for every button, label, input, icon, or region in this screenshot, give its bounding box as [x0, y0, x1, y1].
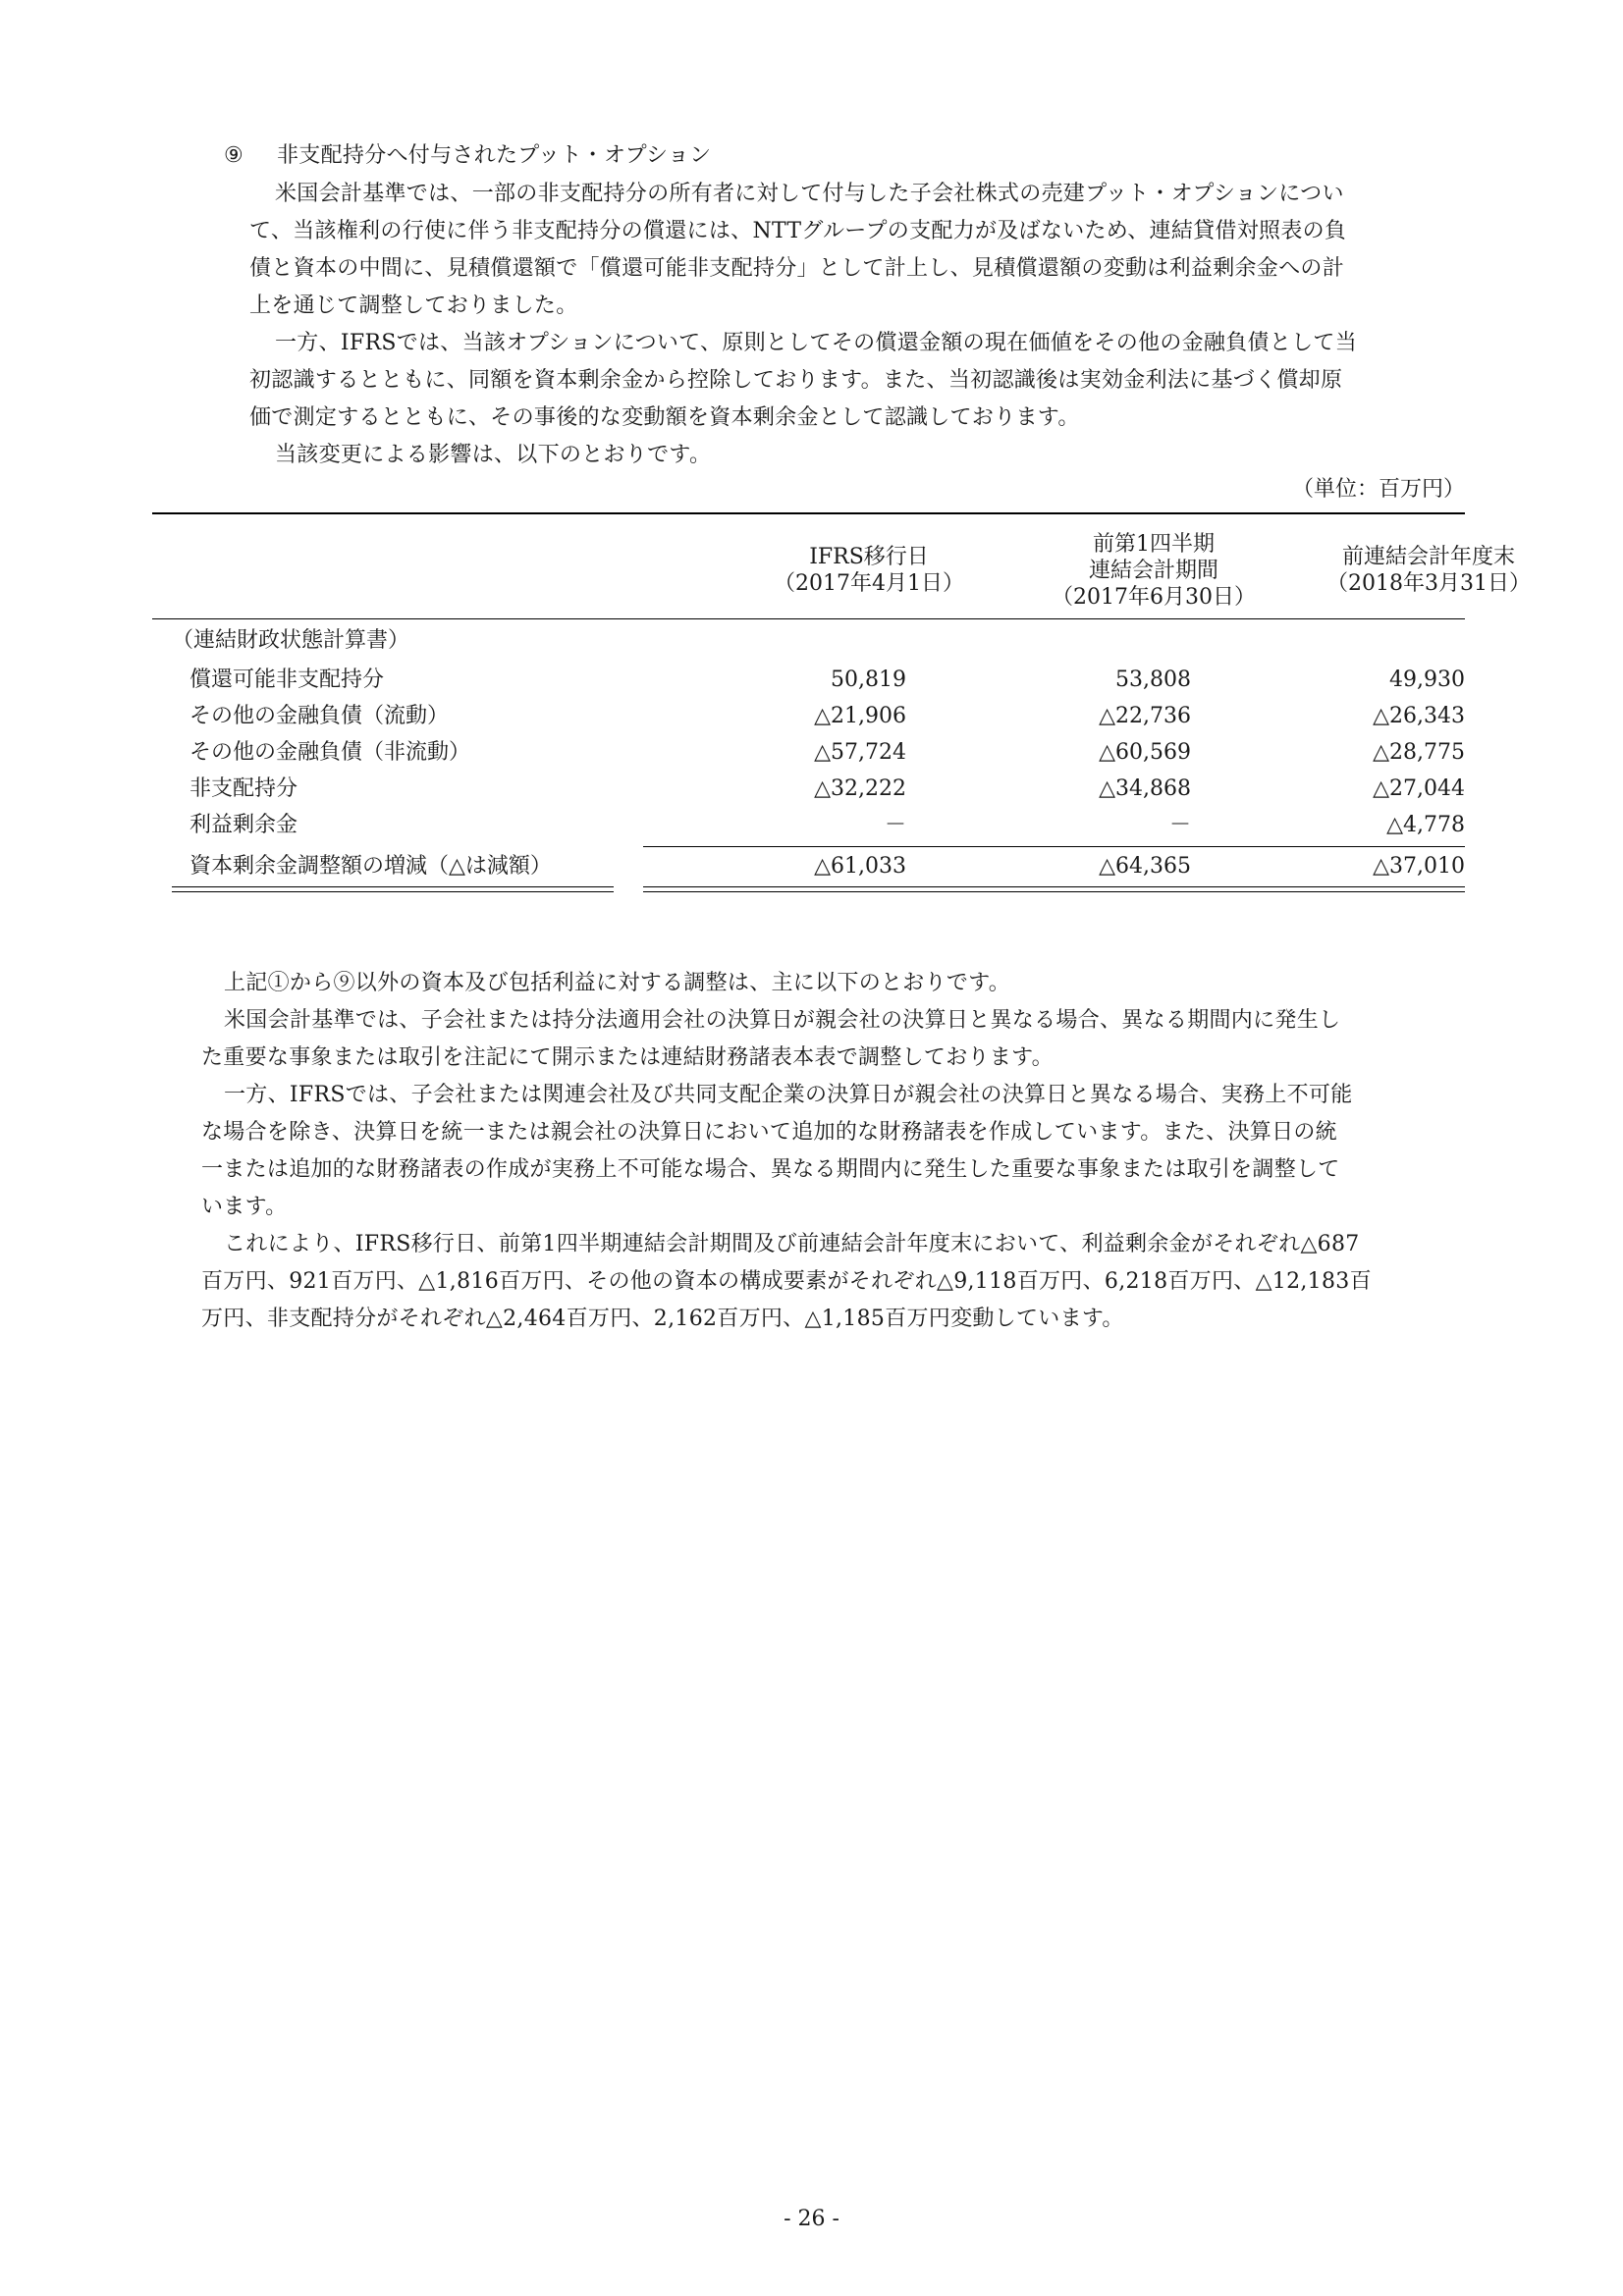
cell-value: △37,010	[1373, 854, 1465, 879]
cell-value: △28,775	[1373, 740, 1465, 765]
cell-value: △61,033	[814, 854, 906, 879]
row-label: 非支配持分	[189, 776, 298, 801]
cell-value: 50,819	[831, 667, 906, 692]
paragraph-line: 価で測定するとともに、その事後的な変動額を資本剰余金として認識しております。	[249, 405, 1080, 430]
column-header-line: IFRS移行日	[809, 545, 929, 569]
section-title: 非支配持分へ付与されたプット・オプション	[277, 143, 712, 168]
table-row	[152, 698, 1465, 734]
paragraph-line: 上を通じて調整しておりました。	[249, 294, 578, 318]
column-header-line: （2018年3月31日）	[1326, 571, 1531, 596]
paragraph-line: 債と資本の中間に、見積償還額で「償還可能非支配持分」として計上し、見積償還額の変動は利益剰余金への計	[249, 256, 1345, 281]
column-header-ifrs-transition-date	[722, 526, 1016, 614]
table-section-label: （連結財政状態計算書）	[172, 628, 410, 653]
paragraph-line: 一方、IFRSでは、子会社または関連会社及び共同支配企業の決算日が親会社の決算日と異なる場合、実務上不可能	[224, 1083, 1353, 1107]
section-heading	[224, 139, 711, 173]
table-row	[152, 807, 1465, 843]
paragraph-line: 初認識するとともに、同額を資本剰余金から控除しております。また、当初認識後は実効金利法に基づく償却原	[249, 368, 1343, 393]
page-number: - 26 -	[784, 2207, 839, 2231]
paragraph-line: 米国会計基準では、一部の非支配持分の所有者に対して付与した子会社株式の売建プット・オプションについ	[275, 182, 1344, 206]
paragraph-line: 一方、IFRSでは、当該オプションについて、原則としてその償還金額の現在価値をその他の金融負債として当	[275, 331, 1358, 355]
column-header-prior-q1	[1006, 526, 1301, 614]
row-label: 償還可能非支配持分	[189, 667, 385, 692]
total-double-rule	[172, 891, 614, 892]
column-header-line: 前連結会計年度末	[1341, 545, 1515, 569]
column-header-line: （2017年6月30日）	[1052, 584, 1256, 610]
cell-value: △57,724	[814, 740, 906, 765]
table-row	[152, 734, 1465, 771]
paragraph-line: 万円、非支配持分がそれぞれ△2,464百万円、2,162百万円、△1,185百万円変動しています。	[201, 1307, 1124, 1331]
paragraph-line: 百万円、921百万円、△1,816百万円、その他の資本の構成要素がそれぞれ△9,118百万円、6,218百万円、△12,183百	[201, 1269, 1372, 1294]
cell-value: △27,044	[1373, 776, 1465, 801]
cell-value: △60,569	[1099, 740, 1191, 765]
total-double-rule	[643, 891, 1465, 892]
column-header-line: （2017年4月1日）	[774, 571, 964, 596]
row-label: その他の金融負債（非流動）	[189, 740, 471, 765]
paragraph-line: 上記①から⑨以外の資本及び包括利益に対する調整は、主に以下のとおりです。	[224, 971, 1011, 995]
section-number: ⑨	[224, 143, 244, 168]
paragraph-line: て、当該権利の行使に伴う非支配持分の償還には、NTTグループの支配力が及ばないため、連結貸借対照表の負	[249, 219, 1347, 243]
row-label: 資本剰余金調整額の増減（△は減額）	[189, 854, 552, 879]
paragraph-line: な場合を除き、決算日を統一または親会社の決算日において追加的な財務諸表を作成しています。また、決算日の統	[201, 1120, 1337, 1145]
table-row-total	[152, 848, 1465, 884]
cell-value: 53,808	[1115, 667, 1191, 692]
cell-value: △4,778	[1386, 813, 1465, 837]
column-header-line: 前第1四半期	[1093, 531, 1215, 557]
paragraph-line: た重要な事象または取引を注記にて開示または連結財務諸表本表で調整しております。	[201, 1045, 1054, 1070]
row-label: その他の金融負債（流動）	[189, 704, 450, 728]
paragraph-line: います。	[201, 1195, 288, 1219]
total-double-rule	[643, 886, 1465, 887]
unit-label: （単位：百万円）	[1291, 477, 1465, 502]
row-label: 利益剰余金	[189, 813, 298, 837]
total-top-rule	[643, 846, 1465, 847]
cell-value: △32,222	[814, 776, 906, 801]
table-top-rule	[152, 512, 1465, 514]
cell-value: －	[884, 813, 906, 837]
paragraph-line: 一または追加的な財務諸表の作成が実務上不可能な場合、異なる期間内に発生した重要な事象または取引を調整して	[201, 1157, 1340, 1182]
cell-value: 49,930	[1389, 667, 1465, 692]
table-header-rule	[152, 618, 1465, 619]
cell-value: △34,868	[1099, 776, 1191, 801]
table-row	[152, 662, 1465, 698]
total-double-rule	[172, 886, 614, 887]
cell-value: △21,906	[814, 704, 906, 728]
paragraph-line: これにより、IFRS移行日、前第1四半期連結会計期間及び前連結会計年度末において、利益剰余金がそれぞれ△687	[224, 1232, 1360, 1256]
table-row	[152, 771, 1465, 807]
column-header-line: 連結会計期間	[1088, 558, 1218, 583]
column-header-prior-fiscal-year-end	[1281, 526, 1576, 614]
cell-value: △64,365	[1099, 854, 1191, 879]
paragraph-line: 当該変更による影響は、以下のとおりです。	[275, 443, 712, 467]
cell-value: －	[1168, 813, 1191, 837]
cell-value: △26,343	[1373, 704, 1465, 728]
paragraph-line: 米国会計基準では、子会社または持分法適用会社の決算日が親会社の決算日と異なる場合、異なる期間内に発生し	[224, 1008, 1341, 1033]
cell-value: △22,736	[1099, 704, 1191, 728]
